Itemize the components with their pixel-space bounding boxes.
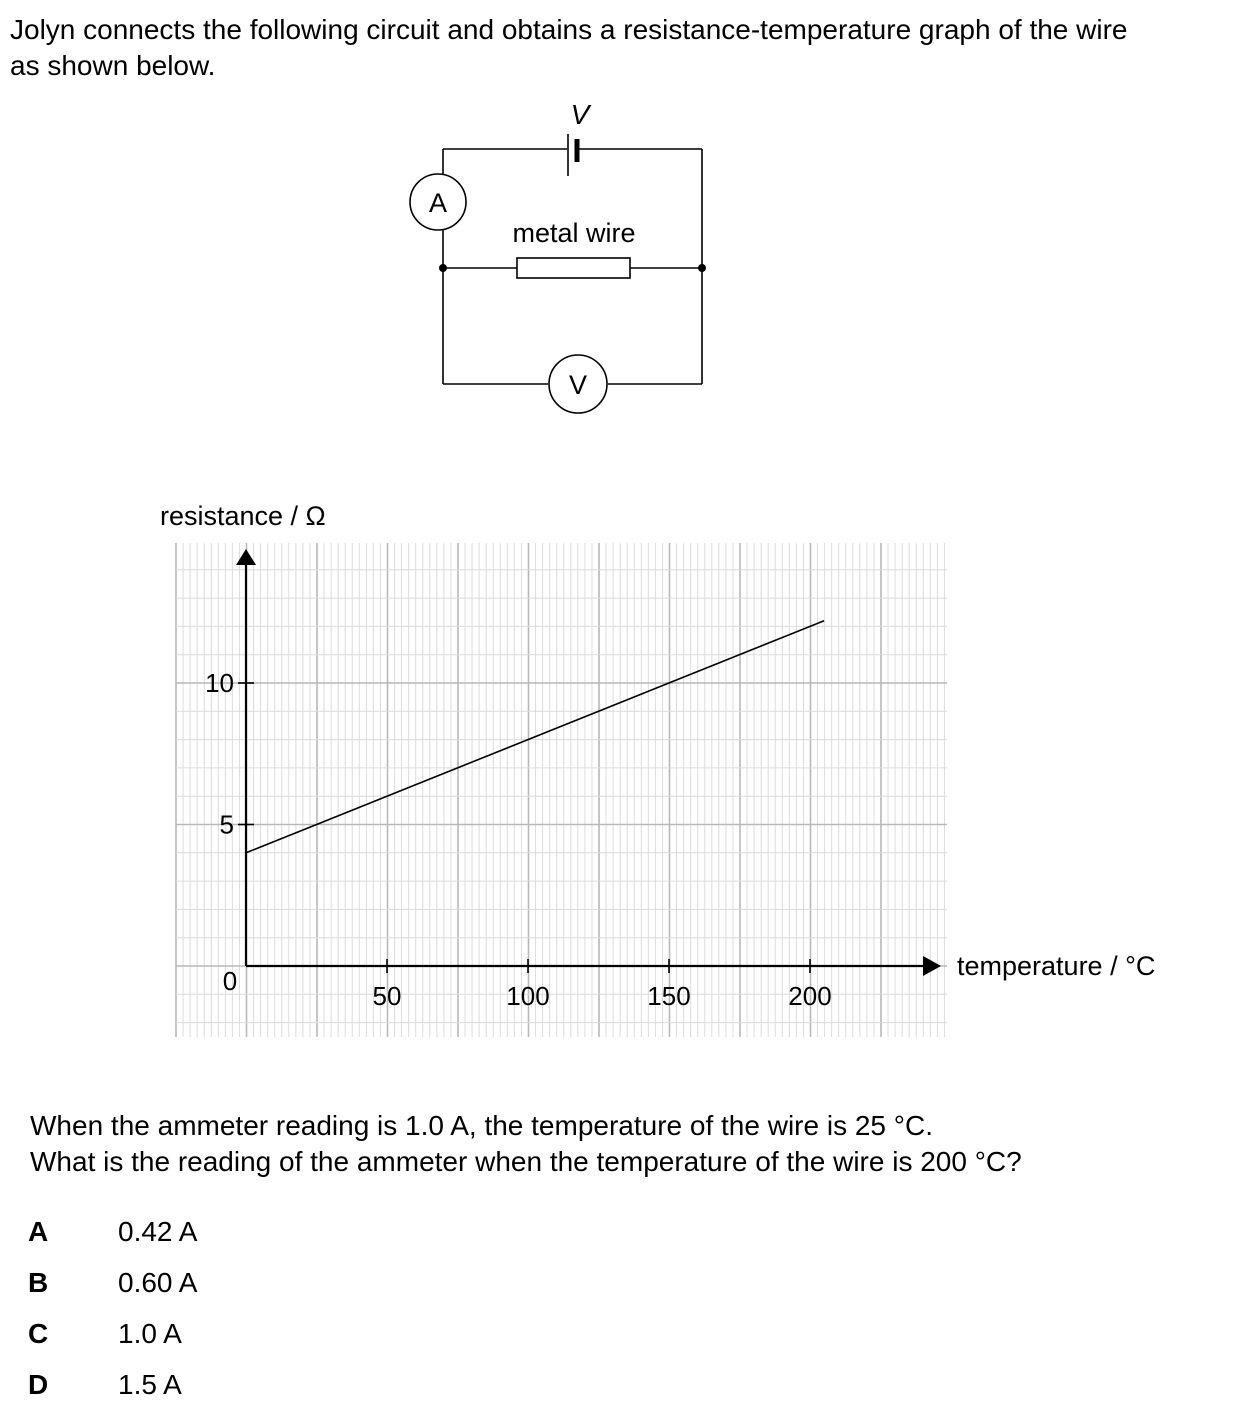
option-value: 1.0 A [118,1318,182,1349]
circuit-diagram [0,90,1250,430]
graph-grid [176,543,947,1037]
origin-label: 0 [222,966,238,996]
junction-dot-right [698,264,706,272]
option-letter: D [28,1369,49,1400]
voltmeter-label: V [568,370,588,400]
x-tick-label: 150 [647,981,691,1011]
y-tick-label: 10 [205,668,234,698]
x-tick-label: 200 [788,981,832,1011]
option-letter: C [28,1318,49,1349]
question-text [30,1108,1230,1180]
y-tick-label: 5 [219,809,234,840]
graph-ticks [205,668,832,1011]
metal-wire-resistor [517,258,630,278]
question-line-1: When the ammeter reading is 1.0 A, the temperature of the wire is 25 °C. [30,1110,933,1141]
option-value: 0.42 A [118,1216,198,1247]
x-axis-label: temperature / °C [957,951,1156,981]
junction-dot-left [439,264,447,272]
option-letter: A [28,1216,49,1247]
question-intro [10,12,1230,84]
graph-axes [236,549,941,976]
intro-line-2: as shown below. [10,50,216,81]
x-tick-label: 50 [372,981,402,1011]
intro-line-1: Jolyn connects the following circuit and obtains a resistance-temperature graph of the wire [10,14,1128,45]
y-axis-label: resistance / Ω [160,501,326,531]
x-axis-arrowhead [923,956,941,976]
metal-wire-label: metal wire [512,218,636,248]
resistance-temperature-graph [0,490,1250,1050]
ammeter-label: A [428,188,448,218]
option-value: 0.60 A [118,1267,198,1298]
option-letter: B [28,1267,49,1298]
x-tick-label: 100 [506,981,550,1011]
option-value: 1.5 A [118,1369,182,1400]
supply-voltage-label: V [570,99,590,130]
question-line-2: What is the reading of the ammeter when the temperature of the wire is 200 °C? [30,1146,1022,1177]
